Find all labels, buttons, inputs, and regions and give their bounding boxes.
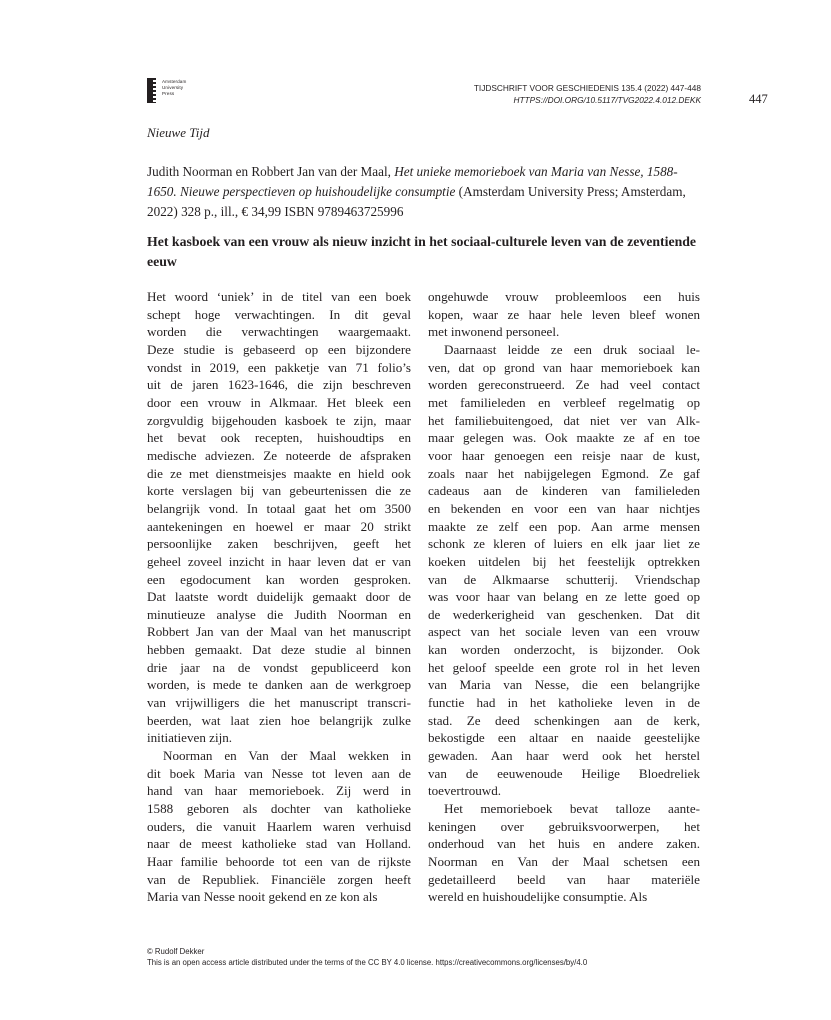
text-line: worden die verwachtingen waargemaakt. bbox=[147, 324, 411, 340]
text-line: gewaden. Aan haar werd ook het herstel bbox=[428, 748, 700, 764]
text-line: het geloof speelde een grote rol in het leven bbox=[428, 659, 700, 675]
journal-citation: TIJDSCHRIFT VOOR GESCHIEDENIS 135.4 (2022) 447-448 bbox=[473, 83, 701, 93]
text-line: minutieuze analyse die Judith Noorman en bbox=[147, 606, 411, 622]
review-title: Het kasboek van een vrouw als nieuw inzicht in het sociaal-culturele leven van de zeventiende eeuw bbox=[147, 234, 697, 269]
text-line: met inwonend personeel. bbox=[428, 324, 560, 340]
body-paragraph bbox=[428, 800, 700, 906]
text-line: cadeaus aan de kinderen van familieleden bbox=[428, 483, 700, 499]
text-line: toevertrouwd. bbox=[428, 783, 502, 799]
text-line: ongehuwde vrouw probleemloos een huis bbox=[428, 289, 700, 304]
text-line: het bevat ook recepten, huishoudtips en bbox=[147, 430, 411, 446]
citation-authors: Judith Noorman en Robbert Jan van der Maal, bbox=[147, 164, 395, 179]
body-paragraph bbox=[147, 747, 411, 906]
text-line: kan worden onderzocht, is bijzonder. Ook bbox=[428, 642, 700, 658]
text-line: een egodocument kan worden gesproken. bbox=[147, 571, 411, 587]
text-line: initiatieven zijn. bbox=[147, 730, 233, 746]
text-line: medische adviezen. Ze noteerde de afspraken bbox=[147, 447, 411, 463]
text-line: zoals naar het nabijgelegen Egmond. Ze gaf bbox=[428, 465, 700, 481]
text-line: maar gelegen was. Ook maakte ze af en toe bbox=[428, 430, 700, 446]
text-line: bekostigde een altaar en naaide geestelijke bbox=[428, 730, 700, 746]
text-line: Haar familie behoorde tot een van de rijkste bbox=[147, 854, 411, 869]
text-line: de wederkerigheid van geschenken. Dat dit bbox=[428, 606, 700, 622]
text-line: schept hoge verwachtingen. In dit geval bbox=[147, 306, 411, 322]
text-line: Robbert Jan van der Maal van het manuscript bbox=[147, 624, 411, 640]
text-line: was voor haar van belang en ze lette goed op bbox=[428, 589, 700, 605]
text-line: worden, is mede te danken aan de werkgroep bbox=[147, 677, 411, 693]
text-line: belangrijk vond. In totaal gaat het om 3500 bbox=[147, 500, 411, 516]
text-line: Maria van Nesse nooit gekend en ze kon als bbox=[147, 889, 378, 905]
book-citation bbox=[147, 162, 703, 222]
text-line: dit boek Maria van Nesse tot leven aan de bbox=[147, 765, 411, 781]
text-line: Daarnaast leidde ze een druk sociaal le- bbox=[444, 341, 700, 357]
text-line: aspect van het sociale leven van een vrouw bbox=[428, 624, 700, 640]
text-line: die ze met dienstmeisjes maakte en hield ook bbox=[147, 465, 411, 481]
text-line: koeken uitdelen bij het feestelijk optrekken bbox=[428, 553, 700, 569]
journal-header bbox=[474, 82, 701, 106]
section-label: Nieuwe Tijd bbox=[147, 125, 210, 140]
text-line: gedetailleerd beeld van haar materiële bbox=[428, 871, 700, 887]
text-line: zorgvuldig bijgehouden kasboek te zijn, maar bbox=[147, 412, 411, 428]
text-line: Het memorieboek bevat talloze aante- bbox=[444, 801, 700, 817]
text-line: door een vrouw in Alkmaar. Het bleek een bbox=[147, 394, 411, 410]
text-line: van de Alkmaarse schutterij. Vriendschap bbox=[428, 571, 700, 587]
text-line: Noorman en Van der Maal schetsen een bbox=[428, 854, 700, 869]
text-line: worden gereconstrueerd. Ze had veel contact bbox=[428, 377, 700, 393]
page-number: 447 bbox=[749, 92, 768, 106]
text-line: van de Republiek. Financiële zorgen heeft bbox=[147, 871, 411, 887]
text-line: ven, dat op grond van haar memorieboek kan bbox=[428, 359, 700, 375]
text-line: ouders, die vanuit Haarlem waren verhuisd bbox=[147, 818, 411, 834]
text-line: persoonlijke zaken beschrijven, geeft het bbox=[147, 536, 411, 552]
text-line: Het woord ‘uniek’ in de titel van een boek bbox=[147, 289, 411, 304]
text-line: drie jaar na de vondst gepubliceerd kon bbox=[147, 659, 411, 675]
text-line: met familieleden en verbleef regelmatig op bbox=[428, 394, 700, 410]
text-line: schonk ze kleren of luiers en elk jaar liet ze bbox=[428, 536, 700, 552]
text-line: het familiebuitengoed, dat niet ver van Alk- bbox=[428, 412, 700, 428]
citation-book-title: Het unieke memorieboek van Maria van Nesse, 1588-1650. Nieuwe perspectieven op huishoudelijke consumptie bbox=[147, 164, 678, 199]
text-line: naar de meest katholieke stad van Holland. bbox=[147, 836, 411, 852]
text-line: van de eeuwenoude Heilige Bloedreliek bbox=[428, 765, 700, 781]
text-line: functie had in het katholieke leven in de bbox=[428, 695, 700, 711]
text-line: Noorman en Van der Maal wekken in bbox=[163, 748, 411, 764]
amsterdam-university-press-logo-icon bbox=[147, 78, 154, 103]
publisher-name-line: Press bbox=[162, 91, 175, 97]
citation-details: (Amsterdam University Press; Amsterdam, 2022) 328 p., ill., € 34,99 ISBN 9789463725996 bbox=[147, 184, 686, 219]
publisher-name-line: University bbox=[162, 85, 184, 91]
text-line: wereld en huishoudelijke consumptie. Als bbox=[428, 889, 648, 905]
text-line: keningen over gebruiksvoorwerpen, het bbox=[428, 818, 700, 834]
text-line: onderhoud van het huis en andere zaken. bbox=[428, 836, 700, 852]
text-line: 1588 geboren als dochter van katholieke bbox=[147, 801, 411, 817]
body-column-left bbox=[147, 288, 411, 906]
text-line: vondst in 2019, een pakketje van 71 folio’s bbox=[147, 359, 411, 375]
text-line: maakte ze zelf een pop. Aan arme mensen bbox=[428, 518, 700, 534]
text-line: geheel zoveel inzicht in haar leven dat er van bbox=[147, 553, 411, 569]
text-line: aantekeningen en hoewel er maar 20 strikt bbox=[147, 518, 411, 534]
text-line: hebben gemaakt. Dat deze studie al binnen bbox=[147, 642, 411, 658]
text-line: stad. Ze deed schenkingen aan de kerk, bbox=[428, 712, 700, 728]
text-line: hand van haar memorieboek. Zij werd in bbox=[147, 783, 411, 799]
text-line: beerden, wat laat zien hoe belangrijk zulke bbox=[147, 712, 411, 728]
body-column-right bbox=[428, 288, 700, 906]
body-paragraph bbox=[428, 341, 700, 800]
body-paragraph bbox=[428, 288, 700, 341]
text-line: korte verslagen bij van gebeurtenissen die ze bbox=[147, 483, 411, 499]
text-line: Deze studie is gebaseerd op een bijzondere bbox=[147, 341, 411, 357]
license-notice: This is an open access article distributed under the terms of the CC BY 4.0 license. https://creativecommons.org/licenses/by/4.0 bbox=[147, 958, 588, 967]
publisher-name bbox=[162, 78, 186, 98]
text-line: uit de jaren 1623-1646, die zijn beschreven bbox=[147, 377, 411, 393]
doi-link[interactable]: HTTPS://DOI.ORG/10.5117/TVG2022.4.012.DEKK bbox=[513, 95, 701, 105]
text-line: kopen, waar ze haar hele leven bleef wonen bbox=[428, 306, 700, 322]
publisher-name-line: Amsterdam bbox=[162, 79, 187, 84]
page-footer bbox=[147, 946, 587, 968]
body-paragraph bbox=[147, 288, 411, 747]
text-line: voor haar genoegen een reisje naar de kust, bbox=[428, 447, 700, 463]
copyright-notice: © Rudolf Dekker bbox=[147, 947, 205, 956]
text-line: van Maria van Nesse, die een belangrijke bbox=[428, 677, 700, 693]
text-line: van vrijwilligers die het manuscript transcri- bbox=[147, 695, 411, 711]
text-line: Dat laatste wordt duidelijk gemaakt door de bbox=[147, 589, 411, 605]
publisher-logo bbox=[147, 78, 186, 103]
text-line: en bekenden en voor een van haar nichtjes bbox=[428, 500, 700, 516]
